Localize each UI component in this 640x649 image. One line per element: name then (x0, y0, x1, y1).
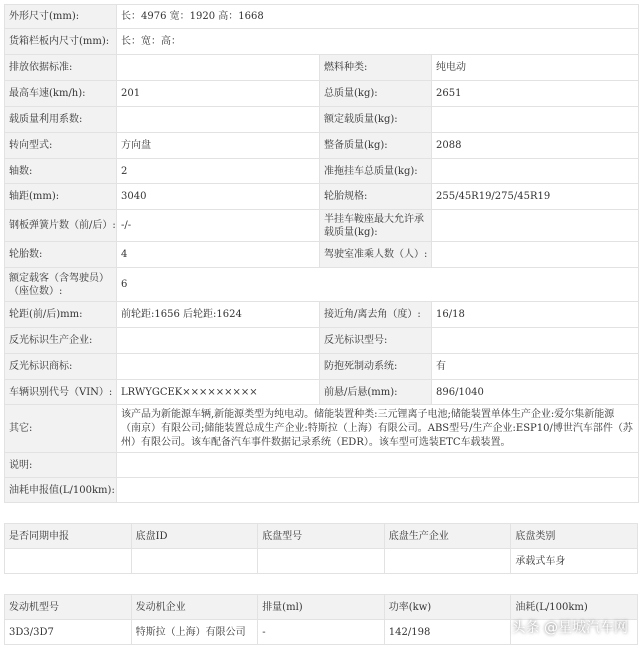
mass-value: 2651 (432, 81, 639, 107)
steering-value: 方向盘 (117, 133, 320, 159)
angle-label: 接近角/离去角（度）: (320, 302, 432, 328)
tires-count-value: 4 (117, 242, 320, 268)
tire-label: 轮胎规格: (320, 184, 432, 210)
wheelbase-label: 轴距(mm): (5, 184, 117, 210)
chassis-table (4, 523, 638, 574)
cargo-value: 长：宽：高： (117, 29, 639, 55)
chassis-header: 底盘ID (131, 524, 258, 549)
load-util-value (117, 107, 320, 133)
reflect-brand-label: 反光标识商标: (5, 354, 117, 380)
fuel-value: 纯电动 (432, 55, 639, 81)
other-value: 该产品为新能源车辆,新能源类型为纯电动。储能装置种类:三元锂离子电池;储能装置单体生产企业:爱尔集新能源（南京）有限公司;储能装置总成生产企业:特斯拉（上海）有限公司。ABS型号/生产企业:ESP10/博世汽车部件（苏州）有限公司。该车配备汽车事件数据记录系统（EDR）。该车型可选装ETC车载装置。 (117, 405, 639, 453)
seats-value: 6 (117, 268, 639, 302)
emission-value (117, 55, 320, 81)
consumption-value (117, 478, 639, 503)
reflect-mfr-label: 反光标识生产企业: (5, 328, 117, 354)
abs-label: 防抱死制动系统: (320, 354, 432, 380)
steering-label: 转向型式: (5, 133, 117, 159)
tire-value: 255/45R19/275/45R19 (432, 184, 639, 210)
curb-value: 2088 (432, 133, 639, 159)
cargo-label: 货箱栏板内尺寸(mm): (5, 29, 117, 55)
speed-value: 201 (117, 81, 320, 107)
reflect-brand-value (117, 354, 320, 380)
engine-header: 油耗(L/100km) (511, 595, 638, 620)
abs-value: 有 (432, 354, 639, 380)
speed-label: 最高车速(km/h): (5, 81, 117, 107)
saddle-value (432, 210, 639, 242)
track-label: 轮距(前/后)mm: (5, 302, 117, 328)
chassis-cell (131, 549, 258, 574)
engine-cell: - (258, 620, 385, 645)
engine-cell: 3D3/3D7 (5, 620, 132, 645)
overhang-value: 896/1040 (432, 380, 639, 405)
other-label: 其它: (5, 405, 117, 453)
spring-value: -/- (117, 210, 320, 242)
chassis-header: 底盘生产企业 (384, 524, 511, 549)
wheelbase-value: 3040 (117, 184, 320, 210)
chassis-header: 是否同期申报 (5, 524, 132, 549)
trailer-value (432, 159, 639, 184)
overhang-label: 前悬/后悬(mm): (320, 380, 432, 405)
chassis-header: 底盘型号 (258, 524, 385, 549)
chassis-cell (384, 549, 511, 574)
axles-label: 轴数: (5, 159, 117, 184)
spec-table (4, 4, 639, 503)
curb-label: 整备质量(kg): (320, 133, 432, 159)
rated-load-label: 额定载质量(kg): (320, 107, 432, 133)
trailer-label: 准拖挂车总质量(kg): (320, 159, 432, 184)
engine-header: 功率(kw) (384, 595, 511, 620)
cab-label: 驾驶室准乘人数（人）: (320, 242, 432, 268)
spring-label: 钢板弹簧片数（前/后）: (5, 210, 117, 242)
consumption-label: 油耗申报值(L/100km): (5, 478, 117, 503)
chassis-cell (258, 549, 385, 574)
note-value (117, 453, 639, 478)
angle-value: 16/18 (432, 302, 639, 328)
engine-header: 排量(ml) (258, 595, 385, 620)
fuel-label: 燃料种类: (320, 55, 432, 81)
vin-value: LRWYGCEK××××××××× (117, 380, 320, 405)
chassis-cell (5, 549, 132, 574)
engine-cell: 142/198 (384, 620, 511, 645)
engine-header: 发动机型号 (5, 595, 132, 620)
reflect-mark-label: 反光标识型号: (320, 328, 432, 354)
vin-label: 车辆识别代号（VIN）: (5, 380, 117, 405)
engine-cell: 特斯拉（上海）有限公司 (131, 620, 258, 645)
track-value: 前轮距:1656 后轮距:1624 (117, 302, 320, 328)
reflect-mfr-value (117, 328, 320, 354)
saddle-label: 半挂车鞍座最大允许承载质量(kg): (320, 210, 432, 242)
seats-label: 额定载客（含驾驶员）（座位数）: (5, 268, 117, 302)
mass-label: 总质量(kg): (320, 81, 432, 107)
note-label: 说明: (5, 453, 117, 478)
cab-value (432, 242, 639, 268)
watermark: 头条 @星城汽车网 (511, 620, 628, 636)
chassis-cell: 承载式车身 (511, 549, 638, 574)
dims-value: 长：4976 宽：1920 高：1668 (117, 5, 639, 29)
load-util-label: 载质量利用系数: (5, 107, 117, 133)
tires-count-label: 轮胎数: (5, 242, 117, 268)
chassis-header: 底盘类别 (511, 524, 638, 549)
rated-load-value (432, 107, 639, 133)
reflect-mark-value (432, 328, 639, 354)
axles-value: 2 (117, 159, 320, 184)
dims-label: 外形尺寸(mm): (5, 5, 117, 29)
engine-header: 发动机企业 (131, 595, 258, 620)
emission-label: 排放依据标准: (5, 55, 117, 81)
